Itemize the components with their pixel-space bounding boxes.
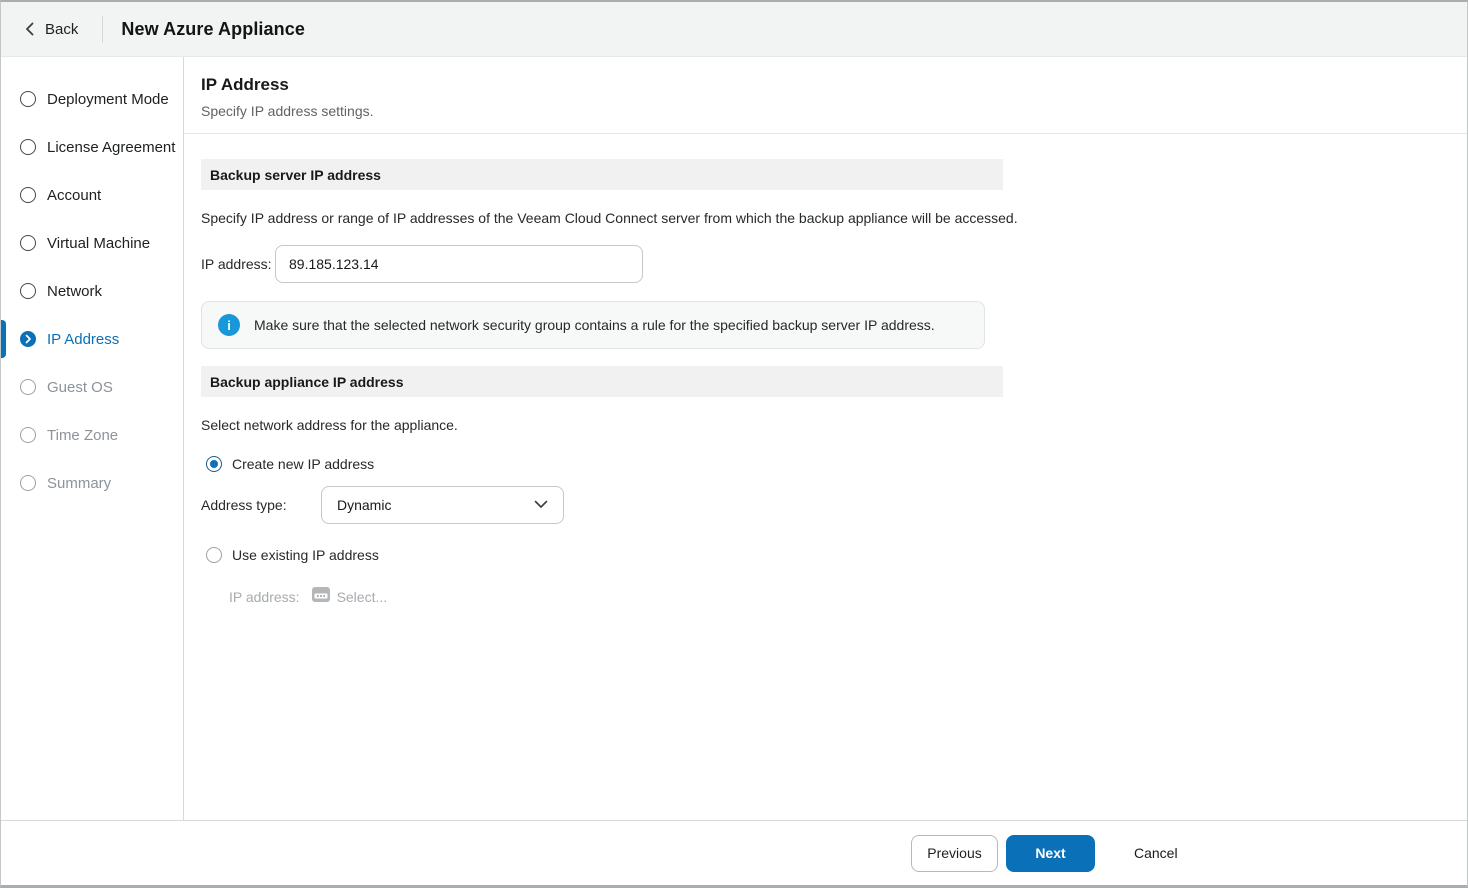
sidebar-item-network[interactable] (1, 267, 183, 315)
existing-ip-select[interactable] (312, 587, 388, 607)
chevron-left-icon (25, 22, 34, 36)
sidebar-item-account[interactable] (1, 171, 183, 219)
info-message: Make sure that the selected network security group contains a rule for the specified backup server IP address. (254, 317, 935, 333)
cancel-button[interactable]: Cancel (1124, 835, 1188, 872)
ip-address-input[interactable] (275, 245, 643, 283)
back-button[interactable] (25, 21, 78, 38)
wizard-steps-sidebar (1, 57, 184, 820)
radio-label: Use existing IP address (232, 547, 379, 563)
page-title: New Azure Appliance (121, 18, 305, 39)
step-circle-icon (20, 283, 36, 299)
sidebar-item-label: Network (47, 282, 103, 300)
create-new-ip-radio[interactable] (206, 456, 1467, 472)
sidebar-item-time-zone[interactable] (1, 411, 183, 459)
wizard-header (1, 2, 1467, 57)
section-description: Specify IP address or range of IP addresses of the Veeam Cloud Connect server from which the backup appliance will be accessed. (201, 210, 1018, 226)
step-subtitle: Specify IP address settings. (201, 103, 374, 119)
sidebar-item-label: Account (47, 186, 102, 204)
chevron-down-icon (534, 496, 548, 514)
section-title: Backup appliance IP address (210, 373, 404, 390)
sidebar-item-virtual-machine[interactable] (1, 219, 183, 267)
use-existing-ip-radio[interactable] (206, 547, 1467, 563)
sidebar-item-label: IP Address (47, 330, 120, 348)
address-type-label: Address type: (201, 497, 287, 513)
next-button[interactable]: Next (1006, 835, 1095, 872)
step-circle-icon (20, 91, 36, 107)
step-circle-icon (20, 427, 36, 443)
step-chevron-circle-icon (20, 331, 36, 347)
header-divider (102, 16, 103, 43)
sidebar-item-label: Time Zone (47, 426, 119, 444)
sidebar-item-guest-os[interactable] (1, 363, 183, 411)
sidebar-item-label: Summary (47, 474, 112, 492)
sidebar-item-label: License Agreement (47, 138, 176, 156)
active-step-indicator (1, 320, 6, 358)
main-panel (184, 57, 1467, 820)
sidebar-item-license-agreement[interactable] (1, 123, 183, 171)
sidebar-item-ip-address[interactable] (1, 315, 183, 363)
section-title: Backup server IP address (210, 166, 381, 183)
back-button-label: Back (45, 20, 79, 38)
previous-button[interactable]: Previous (911, 835, 998, 872)
ip-card-icon (312, 587, 330, 607)
address-type-select[interactable] (321, 486, 564, 524)
existing-ip-label: IP address: (229, 589, 300, 605)
sidebar-item-label: Virtual Machine (47, 234, 151, 252)
step-circle-icon (20, 187, 36, 203)
radio-unchecked-icon (206, 547, 222, 563)
step-circle-icon (20, 235, 36, 251)
section-description: Select network address for the appliance. (201, 417, 458, 433)
wizard-footer (1, 820, 1467, 885)
section-header-backup-server-ip (201, 159, 1003, 190)
existing-ip-row (201, 587, 1467, 607)
step-title: IP Address (201, 75, 289, 94)
address-type-value: Dynamic (337, 497, 392, 513)
step-circle-icon (20, 139, 36, 155)
step-circle-icon (20, 475, 36, 491)
sidebar-item-summary[interactable] (1, 459, 183, 507)
radio-label: Create new IP address (232, 456, 375, 472)
info-icon: i (218, 314, 240, 336)
section-header-backup-appliance-ip (201, 366, 1003, 397)
step-circle-icon (20, 379, 36, 395)
sidebar-item-label: Deployment Mode (47, 90, 169, 108)
existing-ip-value: Select... (336, 589, 388, 605)
sidebar-item-label: Guest OS (47, 378, 113, 396)
sidebar-item-deployment-mode[interactable] (1, 75, 183, 123)
radio-checked-icon (206, 456, 222, 472)
info-banner (201, 301, 985, 349)
ip-address-label: IP address: (201, 256, 272, 272)
